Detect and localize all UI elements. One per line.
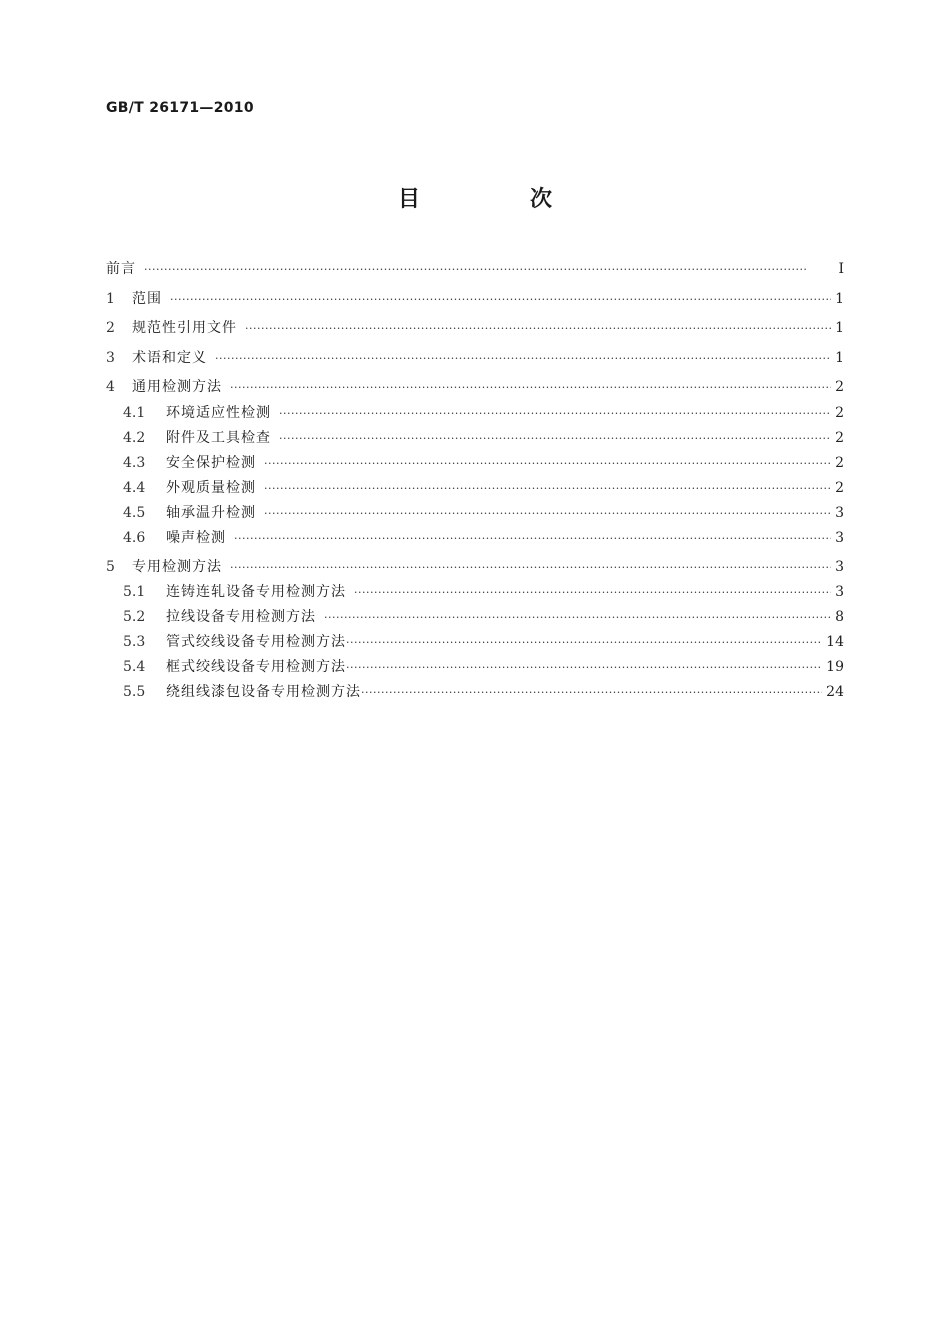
toc-entry-label: 管式绞线设备专用检测方法 (166, 634, 346, 650)
toc-leader-dots (230, 381, 831, 394)
toc-entry-label: 专用检测方法 (132, 558, 222, 575)
toc-entry-number: 5 (106, 558, 115, 575)
toc-page-number: 2 (835, 454, 844, 471)
toc-page-number: 1 (835, 349, 844, 366)
toc-entry-number: 5.4 (123, 659, 146, 675)
toc-page-number: 2 (835, 379, 844, 395)
toc-page-number: 24 (826, 684, 844, 700)
toc-entry-number: 1 (106, 290, 115, 307)
toc-entry-5-1[interactable] (106, 581, 844, 606)
toc-entry-number: 4.1 (123, 404, 146, 421)
toc-entry-number: 4.6 (123, 529, 146, 546)
toc-page-number: 2 (835, 404, 844, 421)
toc-page-number: 14 (826, 634, 844, 650)
toc-entry-label: 拉线设备专用检测方法 (166, 609, 316, 625)
toc-entry-5-3[interactable] (106, 631, 844, 656)
toc-page-number: 19 (826, 659, 844, 675)
toc-entry-4-1[interactable] (106, 402, 844, 427)
toc-entry-number: 5.3 (123, 634, 146, 650)
toc-entry-number: 5.5 (123, 684, 146, 700)
toc-leader-dots (354, 586, 831, 599)
toc-entry-5-5[interactable] (106, 681, 844, 706)
toc-entry-number: 4.2 (123, 429, 146, 446)
toc-entry-3[interactable] (106, 347, 844, 377)
toc-entry-number: 4 (106, 379, 115, 395)
toc-entry-1[interactable] (106, 288, 844, 318)
toc-entry-4-2[interactable] (106, 427, 844, 452)
toc-entry-number: 2 (106, 320, 115, 336)
toc-leader-dots (215, 352, 831, 365)
toc-entry-2[interactable] (106, 317, 844, 347)
toc-entry-label: 外观质量检测 (166, 479, 256, 496)
toc-page-number: 3 (835, 558, 844, 575)
toc-entry-label: 安全保护检测 (166, 454, 256, 471)
toc-entry-label: 框式绞线设备专用检测方法 (166, 659, 346, 675)
toc-entry-label: 环境适应性检测 (166, 404, 271, 421)
toc-leader-dots (361, 686, 822, 699)
toc-leader-dots (245, 322, 831, 335)
toc-entry-number: 3 (106, 349, 115, 366)
toc-leader-dots (144, 263, 832, 276)
toc-entry-number: 4.3 (123, 454, 146, 471)
toc-leader-dots (230, 561, 831, 574)
toc-entry-5-2[interactable] (106, 606, 844, 631)
toc-title: 目 次 (397, 187, 596, 212)
toc-leader-dots (234, 532, 831, 545)
toc-page-number: 3 (835, 504, 844, 521)
toc-entry-label: 范围 (132, 290, 162, 307)
toc-entry-label: 轴承温升检测 (166, 504, 256, 521)
toc-page-number: 2 (835, 479, 844, 496)
table-of-contents (106, 258, 844, 706)
toc-page-number: 8 (835, 609, 844, 625)
toc-leader-dots (264, 507, 831, 520)
toc-entry-label: 绕组线漆包设备专用检测方法 (166, 684, 361, 700)
toc-entry-4-3[interactable] (106, 452, 844, 477)
toc-leader-dots (170, 293, 831, 306)
toc-entry-4-4[interactable] (106, 477, 844, 502)
standard-code: GB/T 26171—2010 (106, 100, 254, 116)
toc-entry-label: 规范性引用文件 (132, 320, 237, 336)
toc-page-number: Ⅰ (838, 261, 844, 277)
toc-page-number: 3 (835, 529, 844, 546)
toc-entry-number: 4.5 (123, 504, 146, 521)
toc-page-number: 1 (835, 290, 844, 307)
toc-entry-foreword[interactable] (106, 258, 844, 288)
toc-leader-dots (324, 611, 831, 624)
toc-page-number: 1 (835, 320, 844, 336)
toc-entry-number: 5.1 (123, 584, 146, 600)
toc-entry-4-6[interactable] (106, 527, 844, 556)
toc-entry-number: 5.2 (123, 609, 146, 625)
toc-page-number: 2 (835, 429, 844, 446)
toc-entry-5-4[interactable] (106, 656, 844, 681)
toc-entry-label: 连铸连轧设备专用检测方法 (166, 584, 346, 600)
toc-entry-number: 4.4 (123, 479, 146, 496)
toc-leader-dots (346, 661, 822, 674)
toc-entry-label: 噪声检测 (166, 529, 226, 546)
toc-entry-label: 前言 (106, 261, 136, 277)
toc-leader-dots (346, 636, 822, 649)
toc-leader-dots (279, 432, 831, 445)
toc-leader-dots (279, 407, 831, 420)
toc-entry-label: 术语和定义 (132, 349, 207, 366)
toc-leader-dots (264, 482, 831, 495)
toc-entry-label: 通用检测方法 (132, 379, 222, 395)
toc-entry-label: 附件及工具检查 (166, 429, 271, 446)
toc-leader-dots (264, 457, 831, 470)
toc-page-number: 3 (835, 584, 844, 600)
toc-entry-4-5[interactable] (106, 502, 844, 527)
